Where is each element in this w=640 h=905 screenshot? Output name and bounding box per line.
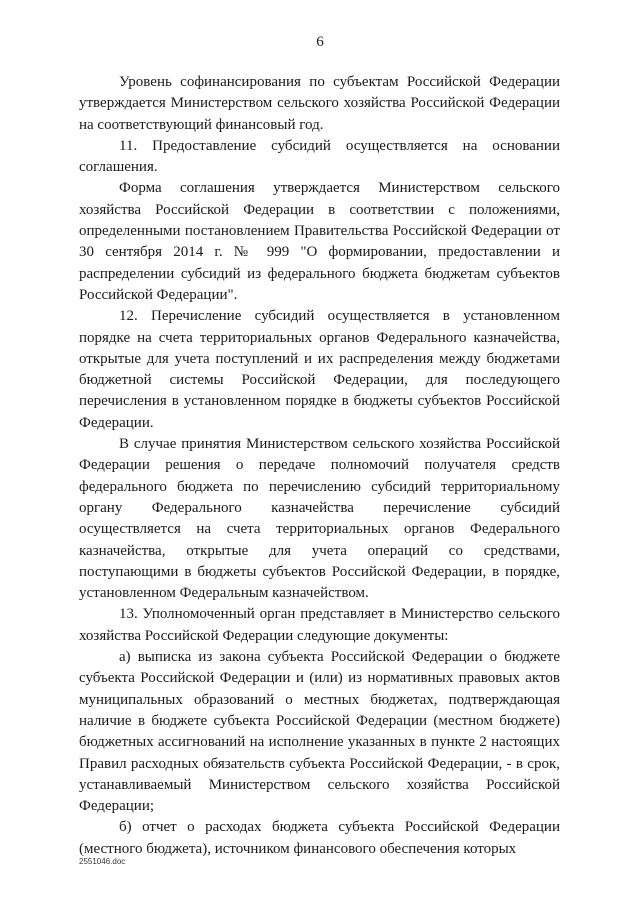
paragraph-treasury-transfer: В случае принятия Министерством сельского хозяйства Российской Федерации решения о передаче полномочий получателя средств федерального бюджета по перечислению субсидий территориальному органу Федерального казначейства перечисление субсидий осуществляется на счета территориальных органов Федерального казначейства, открытые для учета операций со средствами, поступающими в бюджеты субъектов Российской Федерации, в порядке, установленном Федеральным казначейством. — [79, 436, 560, 602]
paragraph-cofinancing-level: Уровень софинансирования по субъектам Российской Федерации утверждается Министерством сельского хозяйства Российской Федерации на соответствующий финансовый год. — [79, 74, 560, 133]
footer-file-name: 2551046.doc — [79, 857, 126, 866]
paragraph-agreement-form: Форма соглашения утверждается Министерством сельского хозяйства Российской Федерации в соответствии с положениями, определенными постановлением Правительства Российской Федерации от 30 сентября 2014 г. № 999 "О формировании, предоставлении и распределении субсидий из федерального бюджета бюджетам субъектов Российской Федерации". — [79, 180, 560, 303]
page-number: 6 — [316, 34, 324, 50]
paragraph-item-13: 13. Уполномоченный орган представляет в Министерство сельского хозяйства Российской Федерации следующие документы: — [79, 606, 560, 644]
paragraph-item-11: 11. Предоставление субсидий осуществляется на основании соглашения. — [79, 137, 560, 176]
paragraph-item-12: 12. Перечисление субсидий осуществляется в установленном порядке на счета территориальных органов Федерального казначейства, открытые для учета поступлений и их распределения между бюджетами бюджетной системы Российской Федерации, для последующего перечисления в установленном порядке в бюджеты субъектов Российской Федерации. — [79, 308, 560, 431]
document-body — [79, 72, 560, 860]
paragraph-item-13b: б) отчет о расходах бюджета субъекта Российской Федерации (местного бюджета), источником финансового обеспечения которых — [79, 819, 560, 857]
paragraph-item-13a: а) выписка из закона субъекта Российской Федерации о бюджете субъекта Российской Федерации и (или) из нормативных правовых актов муниципальных образований о местных бюджетах, подтверждающая наличие в бюджете субъекта Российской Федерации (местном бюджете) бюджетных ассигнований на исполнение указанных в пункте 2 настоящих Правил расходных обязательств субъекта Российской Федерации, - в срок, устанавливаемый Министерством сельского хозяйства Российской Федерации; — [79, 649, 560, 815]
